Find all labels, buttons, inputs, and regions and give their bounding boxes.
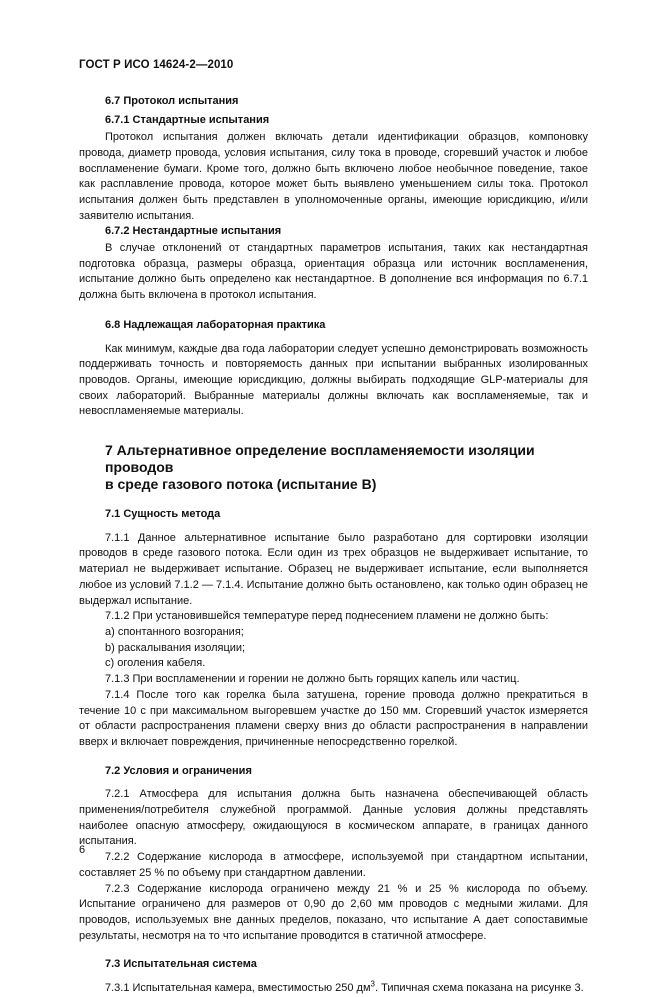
paragraph-7-1-2: 7.1.2 При установившейся температуре перед поднесением пламени не должно быть: <box>105 610 549 623</box>
section-6-7-2-title: 6.7.2 Нестандартные испытания <box>105 225 282 238</box>
paragraph-7-1-1: 7.1.1 Данное альтернативное испытание было разработано для сортировки изоляции проводов в среде газового потока. Если один из трех образцов не выдерживает испытание, то материал не выдерживает испытание. Образец не выдерживает испытание, если выполняется любое из условий 7.1.2 — 7.1.4. Испытание должно быть остановлено, как только один образец не выдержал испытание. <box>79 531 588 607</box>
document-header: ГОСТ Р ИСО 14624-2—2010 <box>79 59 234 71</box>
section-7-title-line2: в среде газового потока (испытание В) <box>105 476 377 493</box>
section-7-3-title: 7.3 Испытательная система <box>105 958 257 971</box>
superscript: 3 <box>370 979 375 989</box>
section-6-7-1-text: Протокол испытания должен включать детали идентификации образцов, компоновку провода, диаметр провода, условия испытания, силу тока в проводе, сгоревший участок и любое воспламенение бумаги. Кроме того, должно быть включено любое необычное поведение, такое как расплавление провода, которое может быть выявлено уменьшением силы тока. Протокол испытания должен быть представлен в уполномоченные органы, имеющие юрисдикцию, и/или заявителю испытания. <box>79 131 588 222</box>
list-item: b) раскалывания изоляции; <box>105 641 246 654</box>
paragraph-7-1-3: 7.1.3 При воспламенении и горении не должно быть горящих капель или частиц. <box>105 673 520 686</box>
paragraph-7-2-3: 7.2.3 Содержание кислорода ограничено между 21 % и 25 % кислорода по объему. Испытание ограничено для размеров от 0,90 до 2,60 мм проводов с медными жилами. Для проводов, используемых вне данных пределов, показано, что испытание А дает сопоставимые результаты, несмотря на то что испытание проводится в статичной атмосфере. <box>79 882 588 942</box>
section-6-7-1-title: 6.7.1 Стандартные испытания <box>105 114 270 127</box>
section-6-8-title: 6.8 Надлежащая лабораторная практика <box>105 318 326 331</box>
page-number: 6 <box>79 844 86 856</box>
section-6-7-title: 6.7 Протокол испытания <box>105 94 239 107</box>
document-page <box>79 58 588 997</box>
paragraph-7-1-4: 7.1.4 После того как горелка была затушена, горение провода должно прекратиться в течение 10 с при максимальном выгоревшем участке до 150 мм. Сгоревший участок измеряется от области распространения пламени сверху вниз до области распространения в направлении вверх и включает повреждения, причиненные непосредственно горелкой. <box>79 688 588 748</box>
paragraph-7-2-2: 7.2.2 Содержание кислорода в атмосфере, используемой при стандартном испытании, составляет 25 % по объему при стандартном давлении. <box>79 851 588 879</box>
section-7-2-title: 7.2 Условия и ограничения <box>105 764 252 777</box>
section-6-7-2-text: В случае отклонений от стандартных параметров испытания, таких как нестандартная подготовка образца, размеры образца, ориентация образца или источник воспламенения, испытание должно быть определено как нестандартное. В дополнение вся информация по 6.7.1 должна быть включена в протокол испытания. <box>79 242 588 302</box>
section-7-title <box>105 442 588 493</box>
list-item: c) оголения кабеля. <box>105 657 206 670</box>
section-7-1-title: 7.1 Сущность метода <box>105 508 221 521</box>
paragraph-7-3-1-text: 7.3.1 Испытательная камера, вместимостью 250 дм <box>105 982 371 995</box>
paragraph-7-2-1: 7.2.1 Атмосфера для испытания должна быть назначена обеспечивающей область применения/потребителя служебной программой. Данные условия должны представлять наиболее опасную атмосферу, ожидающуюся в космическом аппарате, в границах данного испытания. <box>79 788 588 848</box>
section-6-8-text: Как минимум, каждые два года лаборатории следует успешно демонстрировать возможность поддерживать точность и повторяемость данных при испытании выбранных изолированных проводов. Органы, имеющие юрисдикцию, должны выбирать подходящие GLP-материалы для своих лабораторий. Выбранные материалы должны включать как воспламеняемые, так и невоспламеняемые материалы. <box>79 342 588 418</box>
paragraph-7-3-1 <box>79 981 588 997</box>
paragraph-7-3-1-tail: . Типичная схема показана на рисунке 3. <box>374 982 584 995</box>
section-7-title-line1: 7 Альтернативное определение воспламеняемости изоляции проводов <box>105 442 535 476</box>
list-item: a) спонтанного возгорания; <box>105 625 244 638</box>
